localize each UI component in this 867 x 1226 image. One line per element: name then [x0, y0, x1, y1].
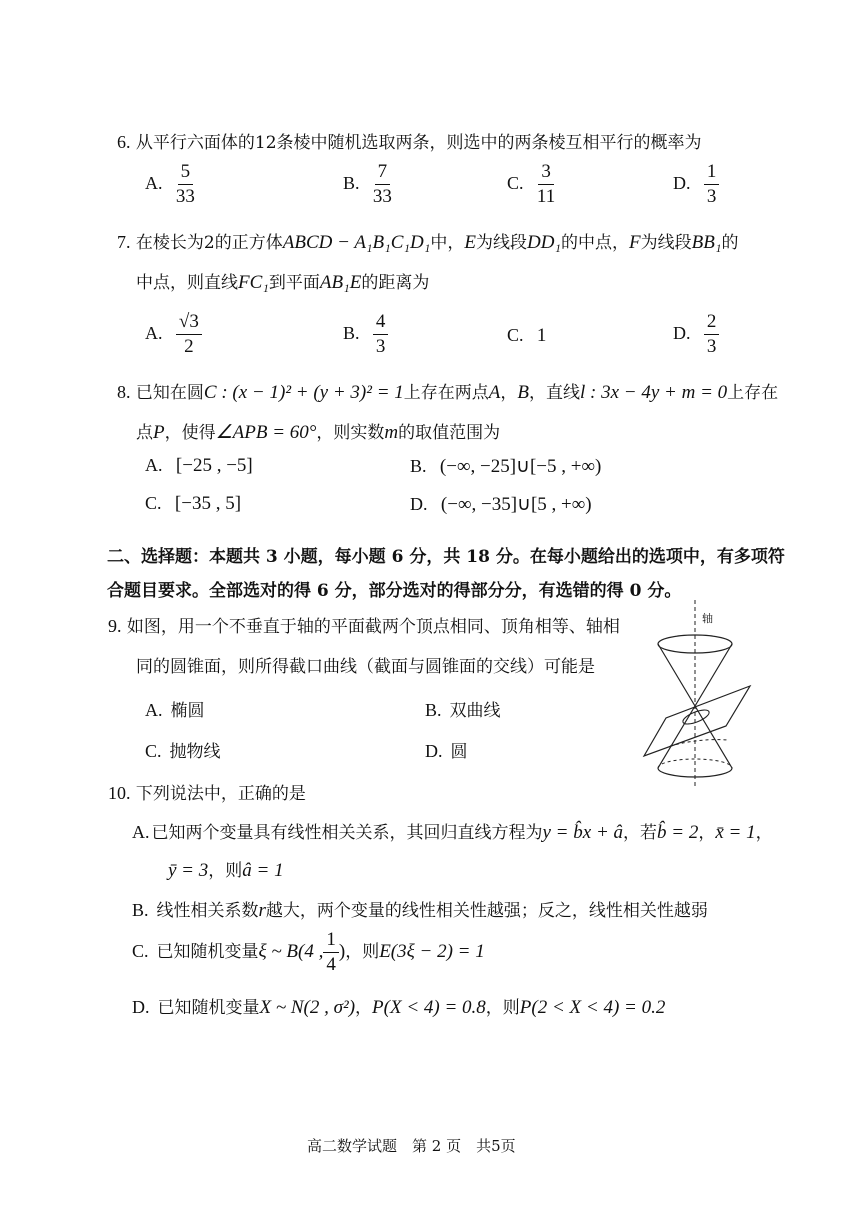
q7-stem-line1 [117, 228, 738, 254]
axis-label: 轴 [702, 612, 713, 625]
option-label: C. [507, 325, 524, 345]
q6-stem-line [117, 128, 702, 153]
q8-var-m: m [384, 422, 399, 443]
option-value: (−∞, −35]∪[5 , +∞) [440, 494, 592, 515]
q7-option-d [673, 312, 719, 357]
q7-number: 7. [117, 232, 131, 252]
fraction [176, 162, 195, 207]
denominator: 11 [536, 185, 556, 207]
q6-option-a [145, 162, 195, 207]
q10-ahat: â = 1 [242, 860, 284, 881]
q6-number: 6. [117, 132, 131, 152]
fraction [323, 930, 339, 975]
q7-text: 在棱长为2的正方体 [135, 233, 283, 253]
q7-point-f: F [629, 232, 641, 253]
q10-var-r: r [258, 900, 266, 921]
section2-instructions-line1: 二、选择题：本题共 3 小题，每小题 6 分，共 18 分。在每小题给出的选项中，有多项符 [107, 547, 785, 567]
q8-text: 点 [136, 423, 153, 443]
q10-text: 已知随机变量 [157, 998, 260, 1018]
option-value: [−35 , 5] [174, 493, 242, 514]
option-value: 双曲线 [449, 701, 501, 721]
q10-bhat: b̂ = 2 [657, 822, 699, 843]
q9-stem-line2: 同的圆锥面，则所得截口曲线（截面与圆锥面的交线）可能是 [136, 657, 595, 677]
option-label: B. [425, 700, 442, 720]
numerator: 7 [375, 162, 391, 185]
q10-normal: X ~ N(2 , σ²) [259, 997, 356, 1018]
q9-option-b [425, 696, 501, 721]
option-value: (−∞, −25]∪[−5 , +∞) [439, 456, 602, 477]
q8-text: 上存在两点 [403, 383, 489, 403]
q10-option-d [132, 993, 665, 1019]
q10-text: ， [355, 998, 373, 1018]
q8-angle: ∠APB = 60° [215, 422, 317, 443]
q10-text: ， [698, 823, 716, 843]
q8-point-p: P [153, 422, 165, 443]
q7-option-c [507, 325, 546, 347]
q10-text: 已知随机变量 [156, 941, 259, 962]
page-footer: 高二数学试题 第 2 页 共5页 [307, 1137, 516, 1155]
q10-prob1: P(X < 4) = 0.8 [372, 997, 486, 1018]
q10-option-a-line1 [132, 818, 773, 844]
q8-option-b [410, 455, 601, 478]
option-label: D. [410, 494, 428, 514]
q6-option-c [507, 162, 555, 207]
numerator: 1 [704, 162, 720, 185]
q10-expectation: E(3ξ − 2) = 1 [379, 940, 485, 962]
q8-point-b: B [517, 382, 529, 403]
fraction [373, 312, 389, 357]
option-value: 1 [536, 325, 547, 346]
q8-stem-line2 [136, 418, 500, 444]
numerator: 3 [538, 162, 554, 185]
q7-point-e: E [464, 232, 476, 253]
q8-stem-line1 [117, 378, 778, 404]
numerator: 1 [323, 930, 339, 953]
q9-option-c [145, 737, 221, 762]
q10-text: ，若 [623, 823, 658, 843]
option-label: B. [132, 900, 149, 920]
option-label: A. [145, 322, 163, 343]
q10-paren: ) [338, 940, 346, 962]
q7-text: 的 [721, 233, 739, 253]
q9-option-a [145, 696, 205, 721]
q7-text: 到平面 [268, 273, 320, 293]
double-cone-figure [630, 598, 760, 790]
q10-text: 线性相关系数 [156, 901, 259, 921]
numerator: 2 [704, 312, 720, 335]
q8-option-c [145, 493, 241, 515]
q7-segment-dd1: DD₁ [526, 232, 562, 253]
q7-text: 为线段 [475, 233, 527, 253]
q7-stem-line2 [136, 268, 429, 294]
q7-text: 的中点， [561, 233, 630, 253]
option-label: A. [132, 822, 150, 842]
option-label: A. [145, 700, 163, 720]
option-label: D. [132, 997, 150, 1017]
cutting-plane [644, 686, 750, 756]
q9-text: 如图，用一个不垂直于轴的平面截两个顶点相同、顶角相等、轴相 [126, 617, 620, 637]
q7-segment-bb1: BB₁ [691, 232, 722, 253]
option-value: 抛物线 [169, 742, 221, 762]
option-label: D. [425, 741, 443, 761]
q7-text: 中， [430, 233, 465, 253]
q8-text: 的取值范围为 [398, 423, 501, 443]
lower-cone-left-edge [658, 706, 695, 768]
option-label: C. [145, 493, 162, 513]
option-label: C. [507, 172, 524, 193]
option-label: B. [343, 322, 360, 343]
option-label: B. [410, 456, 427, 476]
q8-option-d [410, 493, 592, 516]
denominator: 3 [375, 335, 386, 357]
numerator: √3 [176, 312, 202, 335]
denominator: 2 [184, 335, 194, 357]
option-value: 椭圆 [170, 701, 205, 721]
q8-line-equation: l : 3x − 4y + m = 0 [579, 382, 728, 403]
q8-circle-equation: C : (x − 1)² + (y + 3)² = 1 [203, 382, 404, 403]
q8-text: ， [500, 383, 518, 403]
option-value: [−25 , −5] [175, 455, 253, 476]
q7-line-fc1: FC₁ [238, 272, 269, 293]
q8-option-a [145, 455, 253, 477]
q9-option-d [425, 737, 468, 762]
denominator: 4 [326, 953, 336, 975]
option-label: B. [343, 172, 360, 193]
numerator: 4 [373, 312, 389, 335]
q6-option-d [673, 162, 719, 207]
option-value: 圆 [450, 742, 468, 762]
lower-cone-right-edge [695, 706, 732, 768]
option-label: D. [673, 172, 691, 193]
q10-xbar: x̄ = 1 [715, 822, 756, 843]
q10-number: 10. [108, 783, 131, 803]
fraction [537, 162, 555, 207]
q8-text: ，则实数 [316, 423, 385, 443]
q10-regression-equation: y = b̂x + â [542, 822, 624, 843]
option-label: A. [145, 455, 163, 475]
section2-instructions-line2: 合题目要求。全部选对的得 6 分，部分选对的得部分分，有选错的得 0 分。 [107, 581, 682, 601]
q10-binomial: ξ ~ B(4 , [258, 940, 324, 962]
q6-stem: 从平行六面体的12条棱中随机选取两条，则选中的两条棱互相平行的概率为 [135, 133, 702, 153]
fraction [373, 162, 392, 207]
q9-stem-line1 [108, 612, 620, 637]
q8-number: 8. [117, 382, 131, 402]
q10-option-c [132, 930, 485, 975]
q10-option-b [132, 896, 708, 922]
q9-number: 9. [108, 616, 122, 636]
denominator: 33 [372, 185, 392, 207]
option-label: C. [132, 940, 149, 961]
q7-text: 的距离为 [361, 273, 430, 293]
numerator: 5 [178, 162, 194, 185]
fraction [704, 162, 720, 207]
q10-option-a-line2 [168, 856, 284, 882]
option-label: C. [145, 741, 162, 761]
q8-text: 已知在圆 [135, 383, 204, 403]
q6-option-b [343, 162, 392, 207]
q10-stem-line [108, 779, 306, 804]
q10-text: ，则 [208, 861, 243, 881]
q10-text: 越大，两个变量的线性相关性越强；反之，线性相关性越弱 [265, 901, 708, 921]
q7-cube: ABCD − A₁B₁C₁D₁ [282, 232, 431, 253]
q10-text: 已知两个变量具有线性相关关系，其回归直线方程为 [151, 823, 543, 843]
q10-text: ，则 [345, 941, 380, 962]
q7-plane-ab1e: AB₁E [319, 272, 362, 293]
q8-text: ，使得 [164, 423, 216, 443]
q10-prob2: P(2 < X < 4) = 0.2 [519, 997, 666, 1018]
q10-stem: 下列说法中，正确的是 [135, 784, 306, 804]
denominator: 3 [706, 185, 717, 207]
q7-option-b [343, 312, 388, 357]
denominator: 33 [175, 185, 195, 207]
option-label: D. [673, 322, 691, 343]
q8-text: ，直线 [528, 383, 580, 403]
q10-text: ， [755, 823, 773, 843]
denominator: 3 [706, 335, 717, 357]
q7-text: 中点，则直线 [136, 273, 238, 293]
q8-text: 上存在 [727, 383, 779, 403]
q10-text: ，则 [485, 998, 520, 1018]
fraction [704, 312, 720, 357]
q10-ybar: ȳ = 3 [168, 860, 209, 881]
fraction [176, 312, 202, 357]
q7-option-a [145, 312, 202, 357]
option-label: A. [145, 172, 163, 193]
q8-point-a: A [488, 382, 501, 403]
q7-text: 为线段 [640, 233, 692, 253]
